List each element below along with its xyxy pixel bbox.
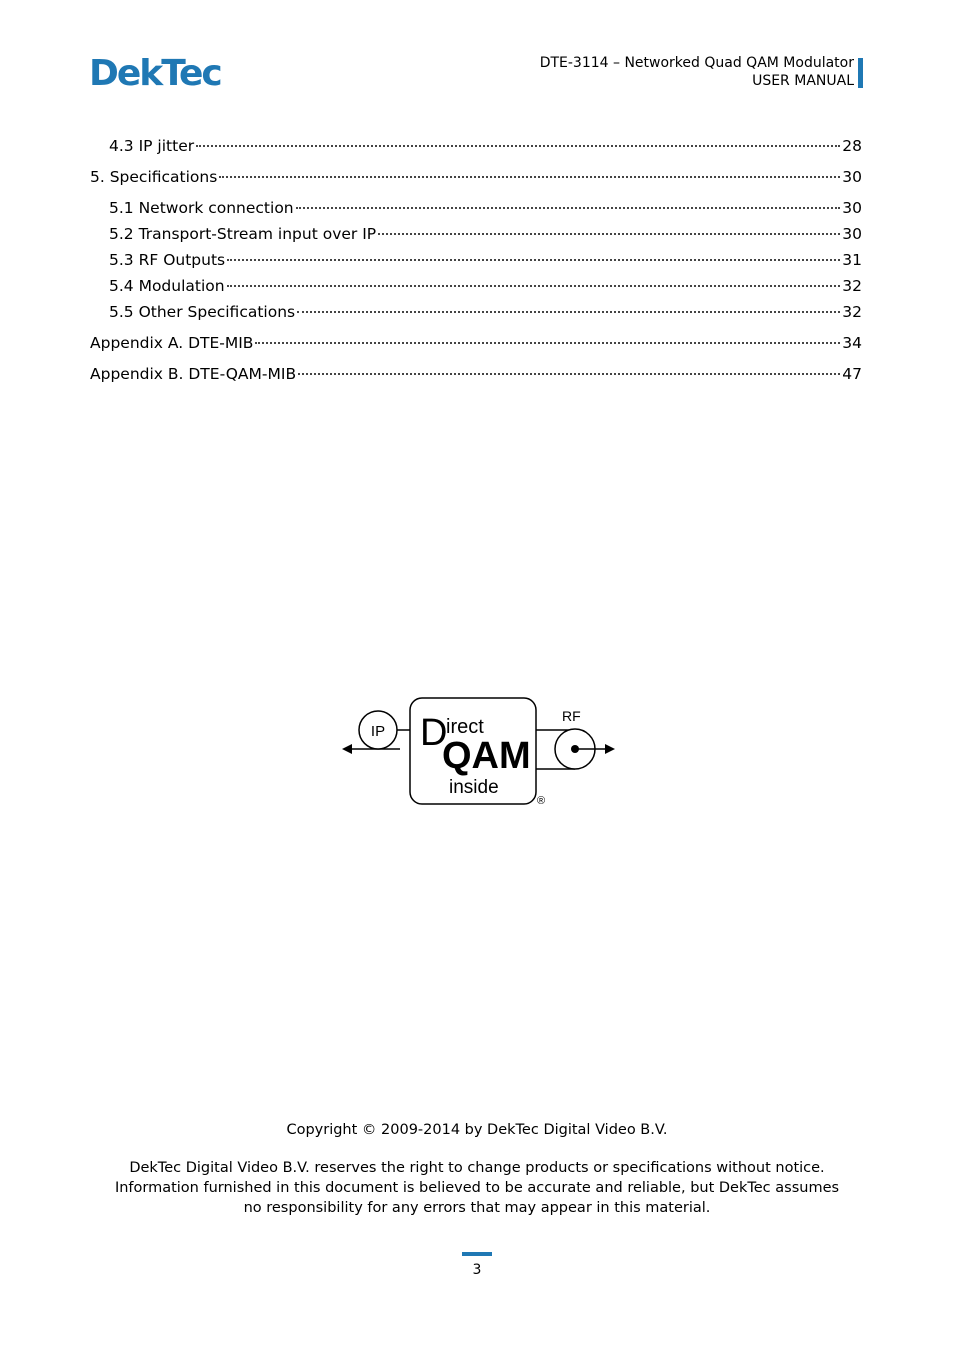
logo-text: DekTec [89, 53, 221, 92]
footer-accent-bar [462, 1252, 492, 1256]
toc-entry-page: 30 [842, 199, 862, 217]
toc-entry-page: 32 [842, 277, 862, 295]
toc-entry[interactable] [90, 225, 862, 251]
toc-leader-dots [227, 259, 840, 261]
toc-entry-label: 4.3 IP jitter [109, 137, 195, 155]
toc-entry-page: 30 [842, 168, 862, 186]
toc-entry[interactable] [90, 303, 862, 329]
table-of-contents [90, 137, 862, 391]
toc-entry-page: 47 [842, 365, 862, 383]
legal-notice: DekTec Digital Video B.V. reserves the right to change products or specifications without notice. Information furnished in this document is believed to be accurate and reliable, but DekTec assumes no responsibility for any errors that may appear in this material. [114, 1160, 840, 1216]
doc-subtitle: USER MANUAL [752, 73, 854, 89]
copyright-text: Copyright © 2009-2014 by DekTec Digital Video B.V. [286, 1122, 668, 1138]
irect-text: irect [446, 716, 484, 738]
toc-leader-dots [378, 233, 840, 235]
toc-entry-label: 5. Specifications [90, 168, 218, 186]
qam-text: QAM [442, 735, 531, 777]
toc-entry[interactable] [90, 334, 862, 360]
toc-entry-label: 5.3 RF Outputs [109, 251, 226, 269]
toc-leader-dots [296, 207, 841, 209]
toc-entry-label: Appendix B. DTE-QAM-MIB [90, 365, 297, 383]
direct-qam-logo-diagram [340, 695, 620, 810]
toc-leader-dots [227, 285, 841, 287]
header-accent-bar [858, 58, 863, 88]
page-header [540, 54, 854, 90]
doc-title: DTE-3114 – Networked Quad QAM Modulator [539, 55, 854, 71]
toc-entry-page: 28 [842, 137, 862, 155]
big-letter-d: D [420, 712, 448, 754]
right-arrow-head [605, 744, 615, 754]
toc-entry-page: 32 [842, 303, 862, 321]
left-arrow-head [342, 744, 352, 754]
toc-leader-dots [196, 145, 840, 147]
toc-entry-page: 34 [842, 334, 862, 352]
dektec-logo [89, 52, 221, 92]
ip-label: IP [370, 723, 386, 740]
toc-entry-label: 5.2 Transport-Stream input over IP [109, 225, 377, 243]
toc-entry-label: 5.4 Modulation [109, 277, 225, 295]
toc-entry-label: 5.1 Network connection [109, 199, 294, 217]
toc-leader-dots [219, 176, 840, 178]
toc-entry-label: 5.5 Other Specifications [109, 303, 296, 321]
toc-leader-dots [297, 311, 840, 313]
page-number: 3 [472, 1262, 482, 1278]
registered-mark: ® [537, 795, 546, 807]
rf-label: RF [562, 708, 581, 724]
toc-leader-dots [255, 342, 840, 344]
toc-entry[interactable] [90, 137, 862, 163]
toc-entry[interactable] [90, 168, 862, 194]
toc-entry-page: 31 [842, 251, 862, 269]
toc-entry[interactable] [90, 277, 862, 303]
toc-entry[interactable] [90, 365, 862, 391]
toc-entry-label: Appendix A. DTE-MIB [90, 334, 254, 352]
toc-leader-dots [298, 373, 840, 375]
toc-entry-page: 30 [842, 225, 862, 243]
inside-text: inside [449, 777, 499, 798]
toc-entry[interactable] [90, 251, 862, 277]
toc-entry[interactable] [90, 199, 862, 225]
